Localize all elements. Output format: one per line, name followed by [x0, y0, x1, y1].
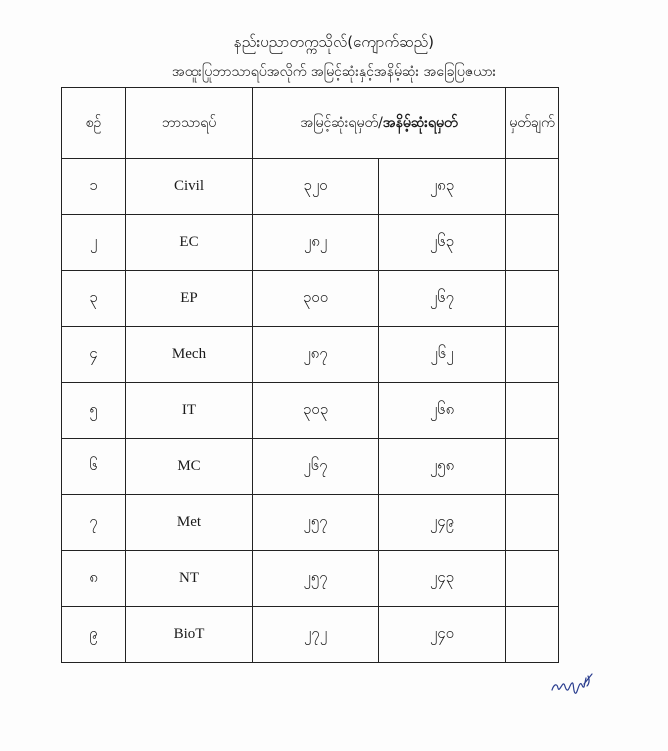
cell-no: ၅	[62, 383, 126, 439]
cell-remark	[506, 439, 559, 495]
cell-no: ၉	[62, 607, 126, 663]
column-header-no: စဉ်	[62, 88, 126, 159]
cell-remark	[506, 159, 559, 215]
column-header-major: ဘာသာရပ်	[126, 88, 253, 159]
column-header-marks-high: အမြင့်ဆုံးရမှတ်/	[300, 114, 383, 131]
cell-major: Met	[126, 495, 253, 551]
cell-major: Civil	[126, 159, 253, 215]
column-header-remark: မှတ်ချက်	[506, 88, 559, 159]
cell-no: ၁	[62, 159, 126, 215]
cell-major: MC	[126, 439, 253, 495]
cell-remark	[506, 215, 559, 271]
cell-remark	[506, 551, 559, 607]
cell-major: EP	[126, 271, 253, 327]
cell-low: ၂၆၃	[379, 215, 506, 271]
cell-low: ၂၈၃	[379, 159, 506, 215]
table-row	[62, 327, 559, 383]
cell-no: ၇	[62, 495, 126, 551]
cell-no: ၂	[62, 215, 126, 271]
table-row	[62, 383, 559, 439]
cell-remark	[506, 495, 559, 551]
cell-remark	[506, 383, 559, 439]
table-header-row	[62, 88, 559, 159]
document-subtitle: အထူးပြုဘာသာရပ်အလိုက် အမြင့်ဆုံးနှင့်အနိမ့်ဆုံး အခြေပြဇယား	[171, 64, 497, 80]
cell-no: ၆	[62, 439, 126, 495]
cell-high: ၃၀၀	[253, 271, 379, 327]
column-header-marks-low: အနိမ့်ဆုံးရမှတ်	[382, 114, 458, 131]
table-row	[62, 159, 559, 215]
cell-high: ၂၆၇	[253, 439, 379, 495]
cell-high: ၂၇၂	[253, 607, 379, 663]
document-title: နည်းပညာတက္ကသိုလ်(ကျောက်ဆည်)	[234, 33, 434, 51]
cell-no: ၈	[62, 551, 126, 607]
handwritten-signature	[548, 664, 596, 700]
cell-low: ၂၄၀	[379, 607, 506, 663]
cell-low: ၂၄၃	[379, 551, 506, 607]
cell-high: ၂၈၂	[253, 215, 379, 271]
cell-no: ၃	[62, 271, 126, 327]
cell-major: Mech	[126, 327, 253, 383]
table-row	[62, 607, 559, 663]
cell-high: ၃၂၀	[253, 159, 379, 215]
cell-remark	[506, 271, 559, 327]
cell-major: EC	[126, 215, 253, 271]
cell-high: ၂၈၇	[253, 327, 379, 383]
cell-no: ၄	[62, 327, 126, 383]
cell-major: IT	[126, 383, 253, 439]
cell-remark	[506, 607, 559, 663]
cell-high: ၂၅၇	[253, 551, 379, 607]
cell-low: ၂၄၉	[379, 495, 506, 551]
column-header-marks	[253, 88, 506, 159]
cell-low: ၂၆၇	[379, 271, 506, 327]
table-row	[62, 439, 559, 495]
table-row	[62, 271, 559, 327]
cell-remark	[506, 327, 559, 383]
cell-high: ၃၀၃	[253, 383, 379, 439]
cell-low: ၂၆၈	[379, 383, 506, 439]
cell-major: BioT	[126, 607, 253, 663]
table-row	[62, 495, 559, 551]
table-row	[62, 215, 559, 271]
cell-high: ၂၅၇	[253, 495, 379, 551]
cell-low: ၂၆၂	[379, 327, 506, 383]
cell-low: ၂၅၈	[379, 439, 506, 495]
marks-table	[61, 87, 559, 663]
table-row	[62, 551, 559, 607]
cell-major: NT	[126, 551, 253, 607]
